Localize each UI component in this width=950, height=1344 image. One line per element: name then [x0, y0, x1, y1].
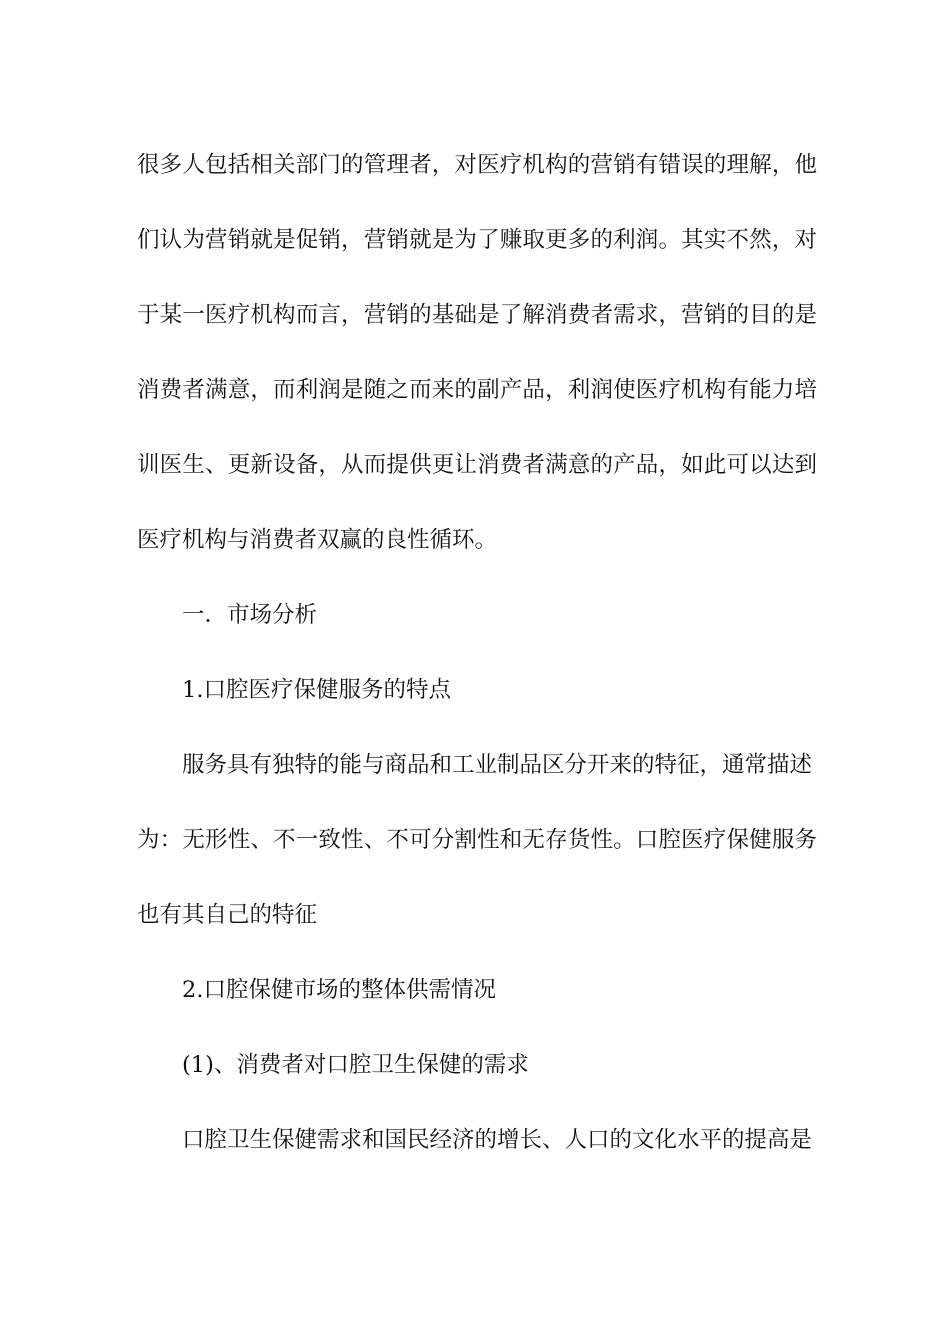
paragraph-intro-line-4: 消费者满意，而利润是随之而来的副产品，利润使医疗机构有能力培: [137, 377, 817, 403]
subsubsection-heading-consumer-demand: (1)、消费者对口腔卫生保健的需求: [182, 1052, 529, 1078]
paragraph-service-line-3: 也有其自己的特征: [137, 902, 318, 928]
paragraph-service-line-2: 为：无形性、不一致性、不可分割性和无存货性。口腔医疗保健服务: [137, 827, 817, 853]
subsection-heading-supply-demand: 2.口腔保健市场的整体供需情况: [182, 977, 496, 1003]
paragraph-intro-line-1: 很多人包括相关部门的管理者，对医疗机构的营销有错误的理解，他: [137, 152, 817, 178]
document-body: [137, 143, 817, 1193]
paragraph-intro-line-6: 医疗机构与消费者双赢的良性循环。: [137, 527, 498, 553]
paragraph-demand-line-1: 口腔卫生保健需求和国民经济的增长、人口的文化水平的提高是: [182, 1127, 813, 1153]
paragraph-intro-line-2: 们认为营销就是促销，营销就是为了赚取更多的利润。其实不然，对: [137, 227, 817, 253]
paragraph-intro-line-3: 于某一医疗机构而言，营销的基础是了解消费者需求，营销的目的是: [137, 302, 817, 328]
paragraph-intro-line-5: 训医生、更新设备，从而提供更让消费者满意的产品，如此可以达到: [137, 452, 817, 478]
section-heading-market-analysis: 一．市场分析: [182, 602, 318, 628]
paragraph-service-line-1: 服务具有独特的能与商品和工业制品区分开来的特征，通常描述: [182, 752, 813, 778]
subsection-heading-service-features: 1.口腔医疗保健服务的特点: [182, 677, 451, 703]
